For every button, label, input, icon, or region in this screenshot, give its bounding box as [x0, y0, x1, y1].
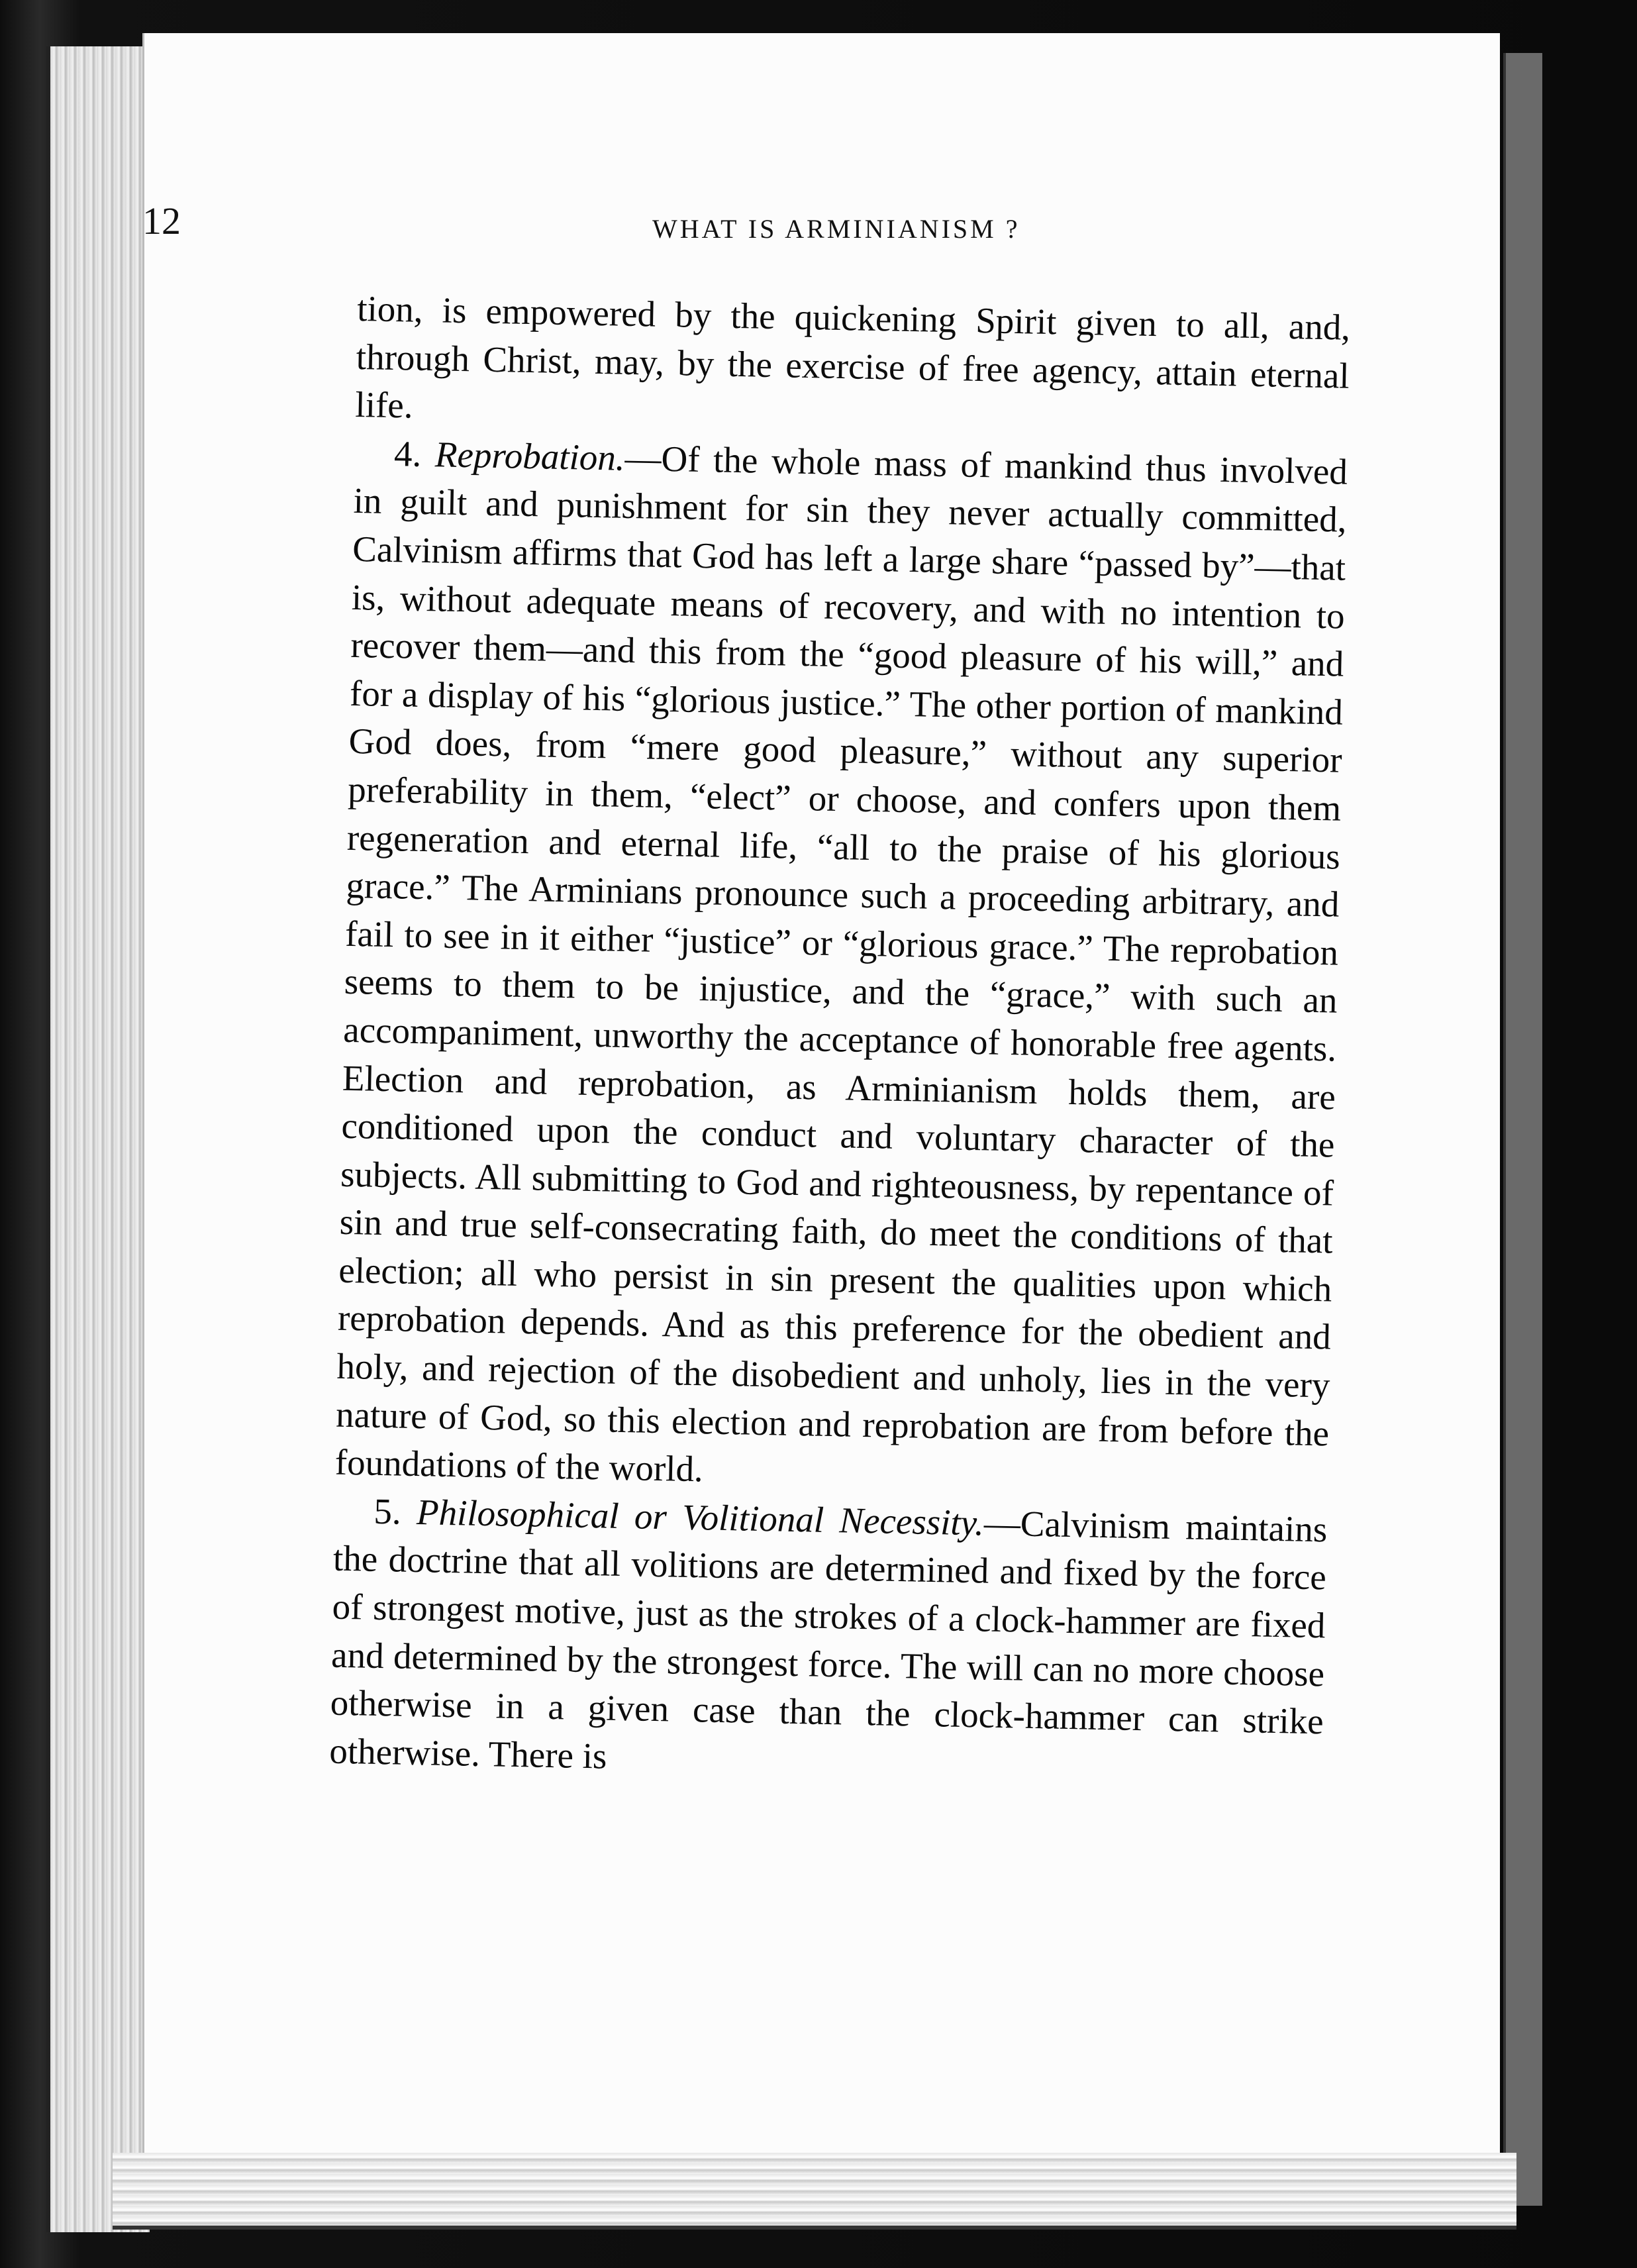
book-page-edges-left: [46, 46, 150, 2232]
page-number: 12: [142, 199, 181, 242]
paragraph-number: 5.: [373, 1490, 402, 1532]
paragraph-continued: tion, is empowered by the quickening Spirit given to all, and, through Christ, may, by the exercise of free agency, attain eternal life.: [354, 287, 1351, 426]
page-body: [329, 285, 1351, 1794]
book-page-edges-bottom: [113, 2153, 1516, 2230]
section-heading: Philosophical or Volitional Necessity.: [416, 1491, 985, 1543]
paragraph-number: 4.: [393, 433, 422, 474]
book-cover-edge-right: [1503, 53, 1542, 2206]
paragraph-necessity: [329, 1487, 1328, 1794]
paragraph-reprobation: [334, 429, 1348, 1506]
running-head: WHAT IS ARMINIANISM ?: [652, 214, 1020, 244]
paragraph-text: —Of the whole mass of mankind thus involved in guilt and punishment for sin they never actually committed, Calvinism affirms that God has left a large share “passed by”—that is, without adequate means of recovery, and with no intention to recover them—and this from the “good pleasure of his will,” and for a display of his “glorious justice.” The other portion of mankind God does, from “mere good pleasure,” without any superior preferability in them, “elect” or choose, and confers upon them regeneration and eternal life, “all to the praise of his glorious grace.” The Arminians pronounce such a proceeding arbitrary, and fail to see in it either “justice” or “glorious grace.” The reprobation seems to them to be injustice, and the “grace,” with such an accompaniment, unworthy the acceptance of honorable free agents. Election and reprobation, as Arminianism holds them, are conditioned upon the conduct and voluntary character of the subjects. All submitting to God and righteousness, by repentance of sin and true self-consecrating faith, do meet the conditions of that election; all who persist in sin present the qualities upon which reprobation depends. And as this preference for the obedient and holy, and rejection of the disobedient and unholy, lies in the very nature of God, so this election and reprobation are from before the foundations of the world.: [334, 437, 1348, 1490]
paragraph-text: —Calvinism maintains the doctrine that all volitions are determined and fixed by the force of strongest motive, just as the strokes of a clock-hammer are fixed and determined by the strongest force. The will can no more choose otherwise in a given case than the clock-hammer can strike otherwise. There is: [328, 1502, 1328, 1777]
section-heading: Reprobation.: [434, 434, 626, 478]
